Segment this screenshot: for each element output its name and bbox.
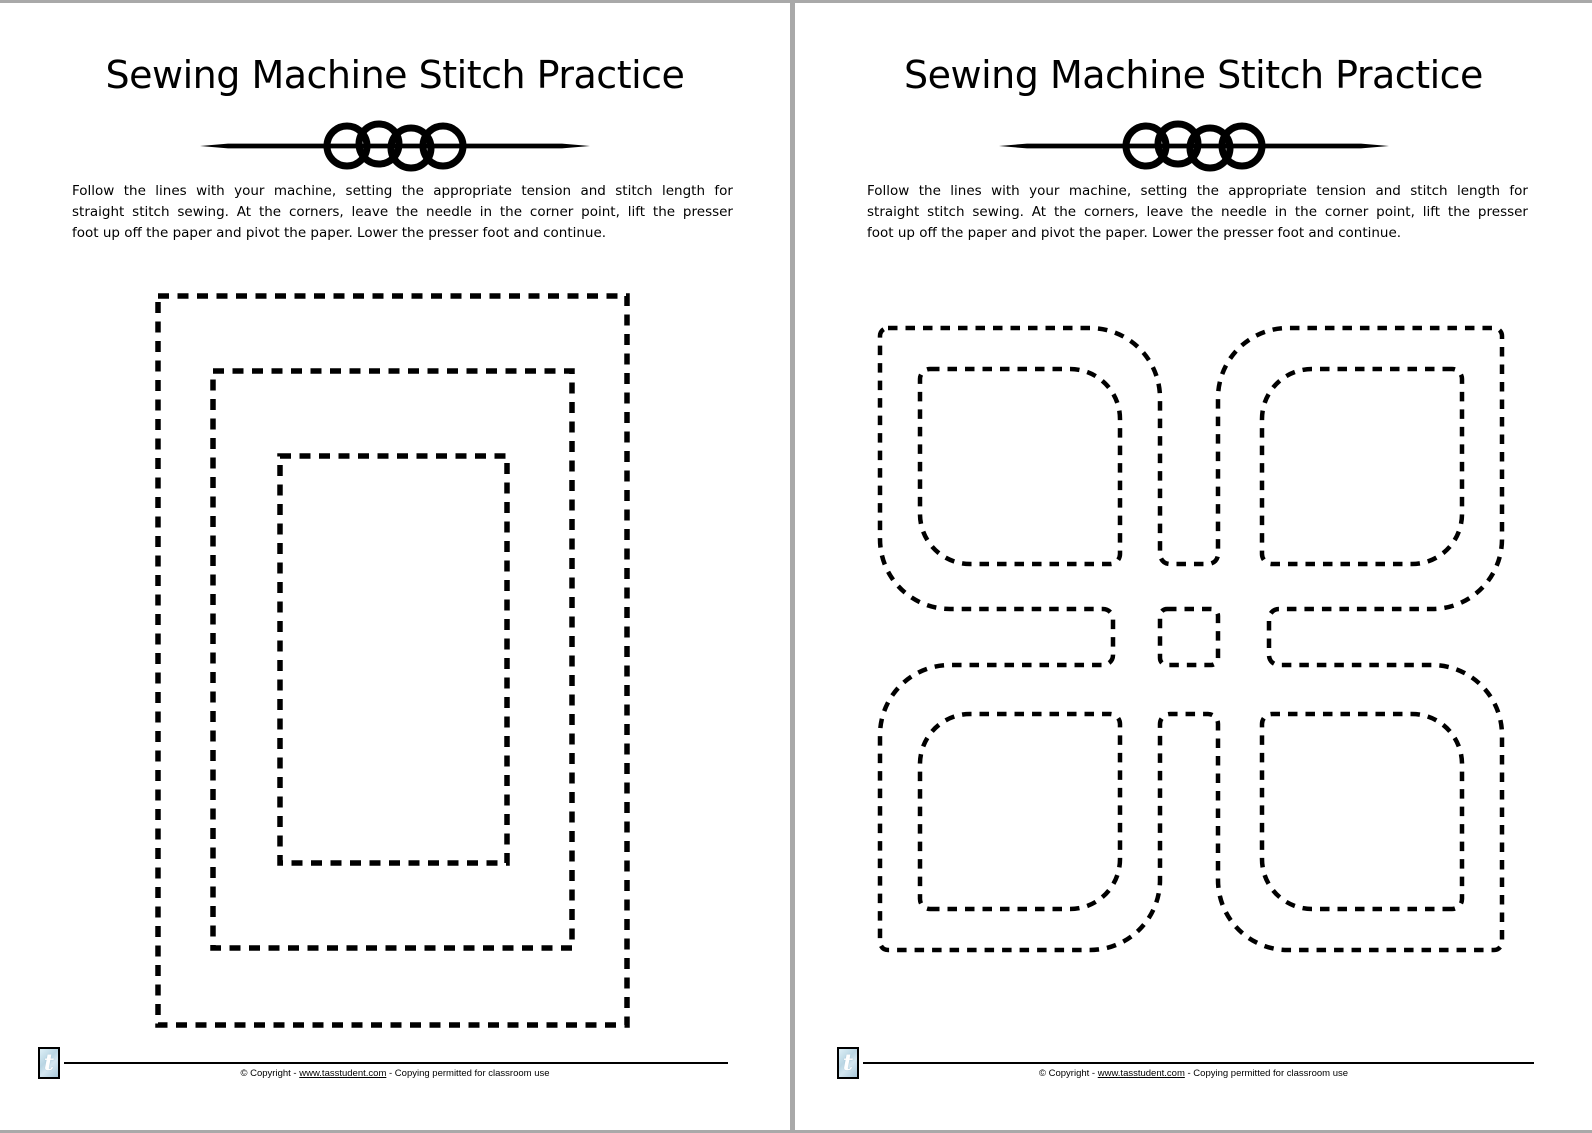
instructions-line: straight stitch sewing. At the corners, leave the needle in the corner point, lift the presser	[867, 204, 1528, 220]
flower-center-square	[1160, 609, 1218, 665]
flower-petal-inset-path	[920, 714, 1120, 909]
page-title: Sewing Machine Stitch Practice	[105, 53, 685, 97]
footer-rule	[64, 1062, 728, 1064]
stitch-rectangle-inner	[280, 456, 507, 863]
instructions-line: Follow the lines with your machine, setting the appropriate tension and stitch length for	[72, 183, 733, 199]
footer-rule	[863, 1062, 1534, 1064]
copyright-text	[0, 1068, 790, 1080]
copyright-suffix: - Copying permitted for classroom use	[1184, 1068, 1349, 1079]
logo-letter: t	[43, 1050, 55, 1076]
stitch-pattern-quatrefoil-flower	[876, 324, 1506, 954]
stitch-pattern-nested-rectangles	[0, 3, 790, 1133]
stitch-rectangle-outer	[158, 296, 627, 1025]
instructions-line: straight stitch sewing. At the corners, leave the needle in the corner point, lift the presser	[72, 204, 733, 220]
flower-petal-inset-path	[1262, 369, 1462, 564]
rope-knot-divider-icon	[999, 117, 1389, 175]
instructions-line: foot up off the paper and pivot the paper. Lower the presser foot and continue.	[867, 225, 1402, 241]
copyright-link[interactable]: www.tasstudent.com	[299, 1068, 387, 1079]
worksheet-page-1	[0, 3, 790, 1130]
page-title: Sewing Machine Stitch Practice	[904, 53, 1483, 97]
copyright-prefix: © Copyright -	[1038, 1068, 1098, 1079]
copyright-prefix: © Copyright -	[240, 1068, 300, 1079]
instructions-line: foot up off the paper and pivot the paper. Lower the presser foot and continue.	[72, 225, 607, 241]
flower-petal-inset-path	[1262, 714, 1462, 909]
logo-letter: t	[842, 1050, 854, 1076]
flower-outer-stitch-path	[880, 328, 1502, 950]
worksheet-page-2	[795, 3, 1592, 1130]
instructions-paragraph	[867, 181, 1528, 244]
flower-petal-inset-path	[920, 369, 1120, 564]
copyright-suffix: - Copying permitted for classroom use	[386, 1068, 550, 1079]
copyright-text	[795, 1068, 1592, 1080]
copyright-link[interactable]: www.tasstudent.com	[1097, 1068, 1185, 1079]
instructions-line: Follow the lines with your machine, setting the appropriate tension and stitch length for	[867, 183, 1528, 199]
